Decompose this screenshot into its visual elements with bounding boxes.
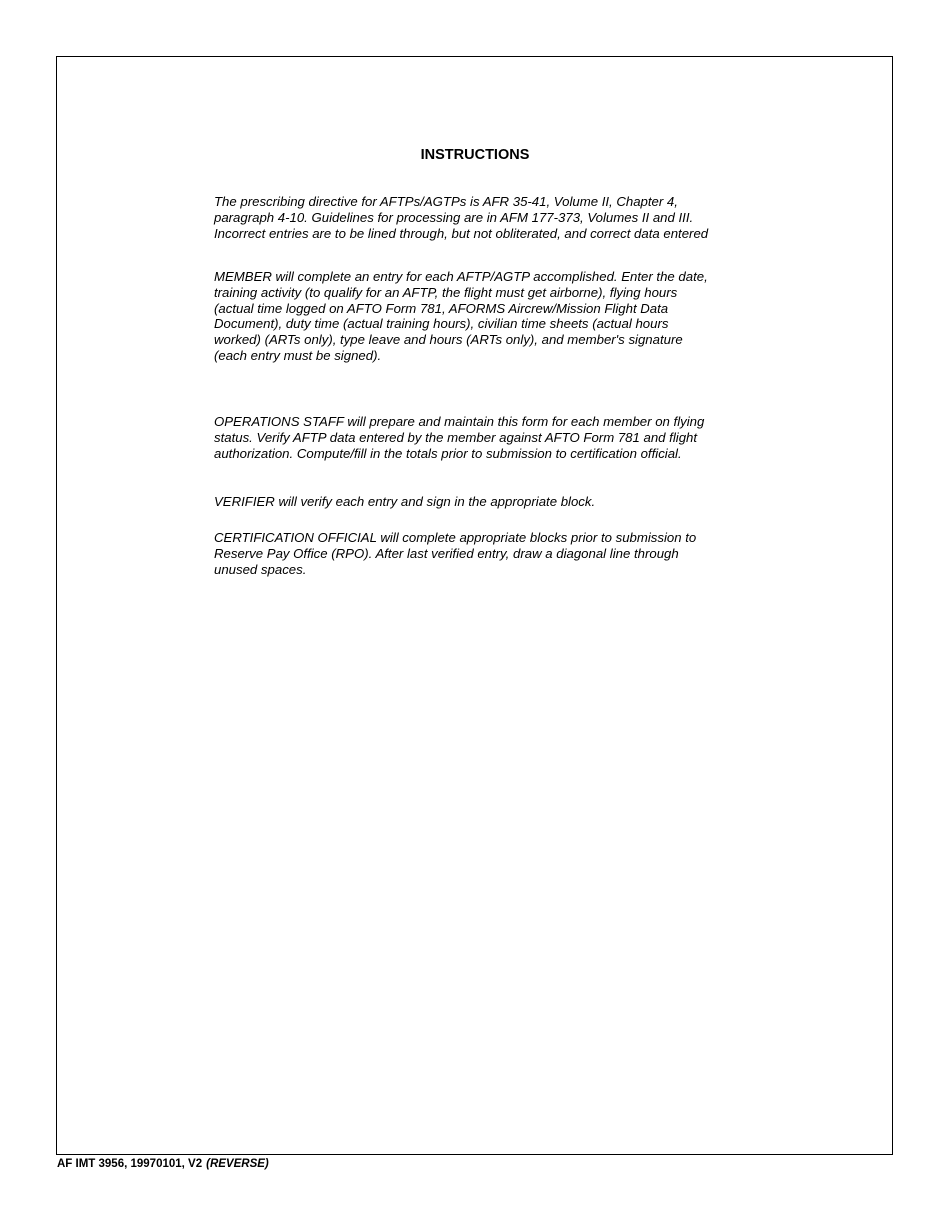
form-footer <box>57 1158 269 1170</box>
member-paragraph: MEMBER will complete an entry for each AFTP/AGTP accomplished. Enter the date, training activity (to qualify for an AFTP, the flight must get airborne), flying hours (actual time logged on AFTO Form 781, AFORMS Aircrew/Mission Flight Data Document), duty time (actual training hours), civilian time sheets (actual hours worked) (ARTs only), type leave and hours (ARTs only), and member's signature (each entry must be signed). <box>214 269 708 363</box>
operations-staff-paragraph: OPERATIONS STAFF will prepare and maintain this form for each member on flying status. Verify AFTP data entered by the member against AFTO Form 781 and flight authorization. Compute/fill in the totals prior to submission to certification official. <box>214 414 705 461</box>
verifier-paragraph: VERIFIER will verify each entry and sign in the appropriate block. <box>214 494 596 509</box>
form-side-label: (REVERSE) <box>206 1158 269 1170</box>
certification-official-paragraph: CERTIFICATION OFFICIAL will complete appropriate blocks prior to submission to Reserve Pay Office (RPO). After last verified entry, draw a diagonal line through unused spaces. <box>214 530 697 577</box>
page-title: INSTRUCTIONS <box>420 147 530 163</box>
form-id-label: AF IMT 3956, 19970101, V2 <box>57 1158 203 1170</box>
directive-paragraph: The prescribing directive for AFTPs/AGTPs is AFR 35-41, Volume II, Chapter 4, paragraph 4-10. Guidelines for processing are in AFM 177-373, Volumes II and III. Incorrect entries are to be lined through, but not obliterated, and correct data entered <box>214 194 709 241</box>
